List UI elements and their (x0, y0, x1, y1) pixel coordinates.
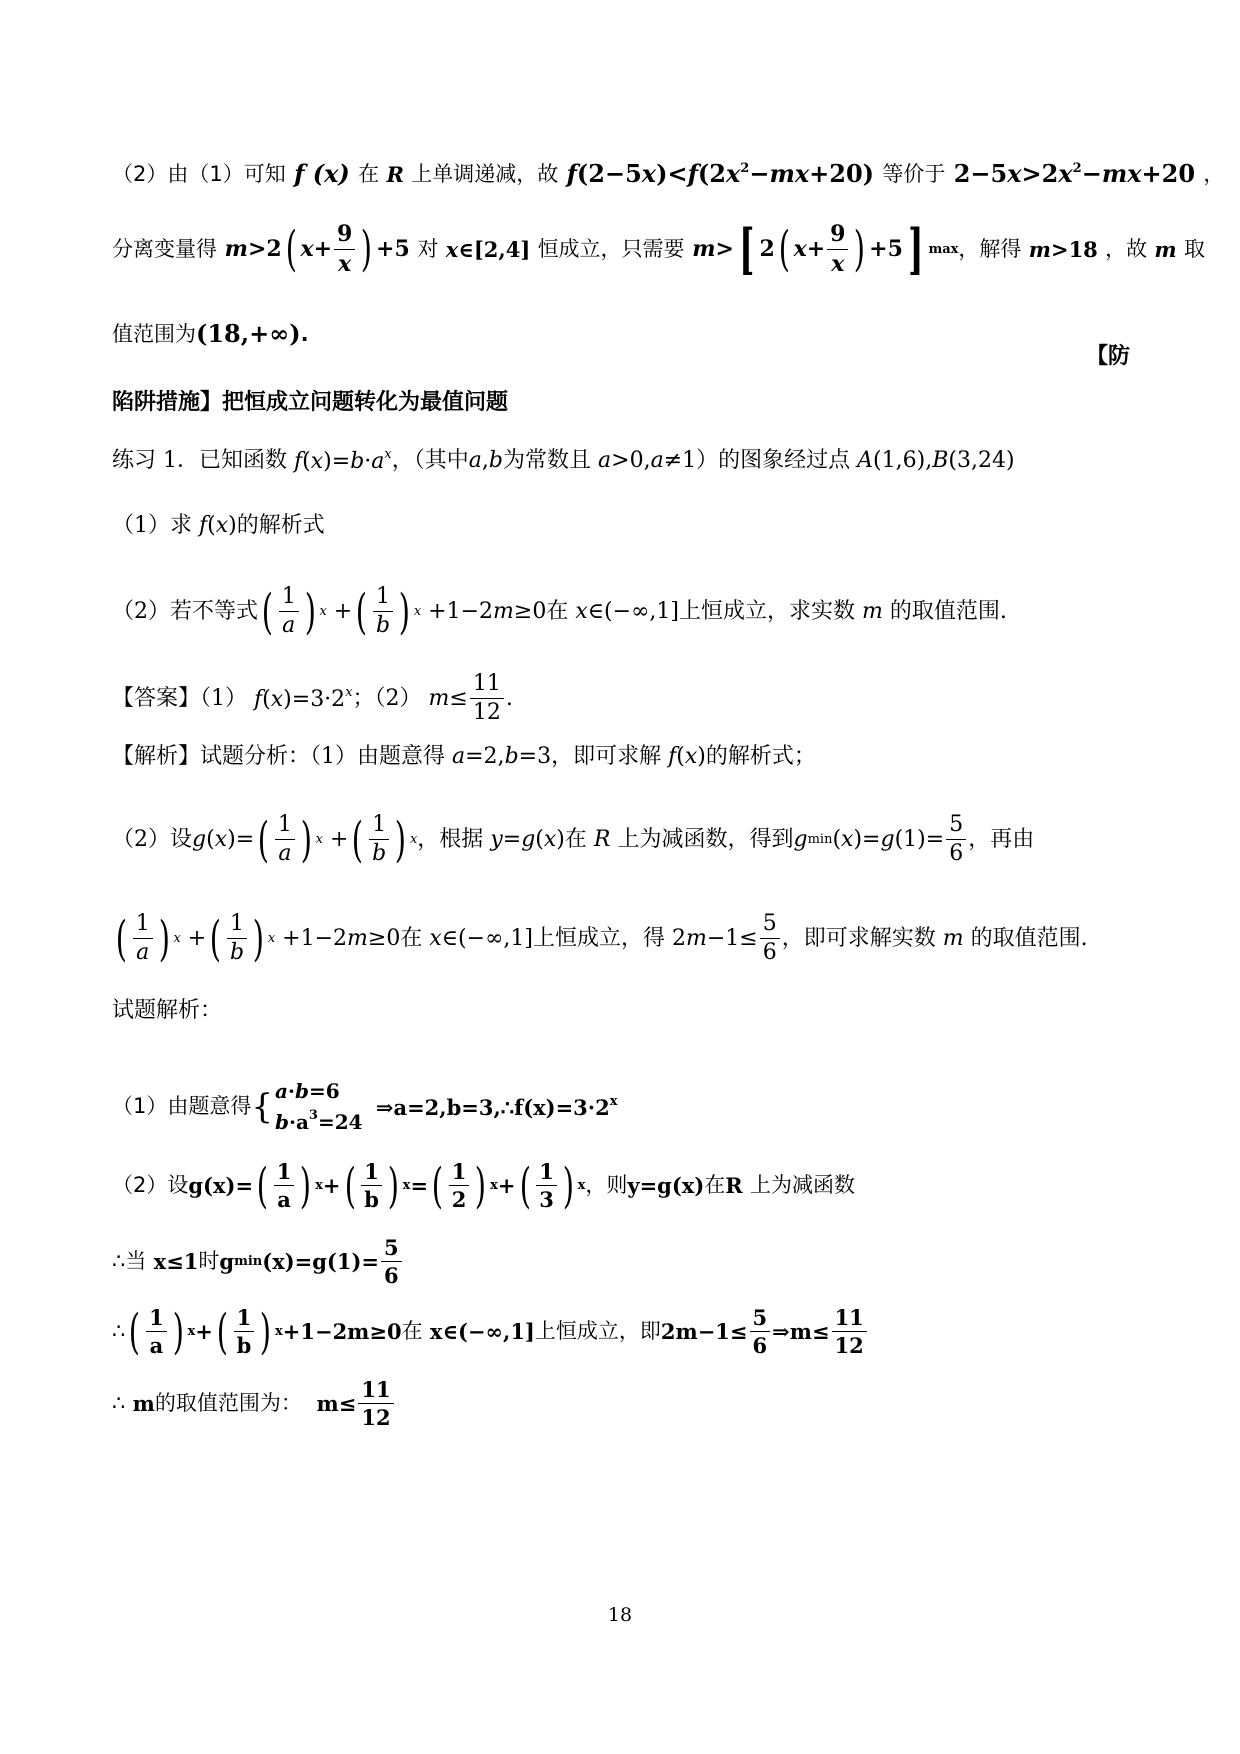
text: . (300, 321, 309, 346)
text: ∴当 (112, 1249, 147, 1274)
solution-heading (112, 1000, 1130, 1022)
text: 的解析式 (236, 513, 325, 538)
text: 在 (358, 161, 380, 186)
text: （1）由题意得 (112, 1094, 252, 1118)
interval-value: (18,+∞) (196, 319, 301, 348)
text: 恒成立，只需要 (537, 236, 685, 261)
text: 的取值范围. (889, 598, 1007, 624)
text: 分离变量得 (112, 236, 217, 261)
page-number: 18 (607, 1604, 633, 1626)
text: 上恒成立，即 (534, 1319, 661, 1344)
text: ；（2） (352, 685, 422, 711)
text: 上为减函数，得到 (617, 826, 794, 852)
text: 的取值范围. (970, 925, 1088, 951)
solution-line-1: （2）由（1）可知 f (x) 在 R 上单调递减，故 $f(2-5x)<f(2x^2-mx+20)$ 等价于 $2-5x>2x^2-mx+20$ ， (112, 159, 1225, 188)
solution-part-2: （2）设 g(x)= ( $\frac{1}{a}$ ) x + ( $\frac{1}{b}$ ) x = ( $\frac{1}{2}$ ) x + ( $\frac{1}{3}$ ) x ，则 y=g(x) 在 R 上为减函数 (112, 1157, 856, 1214)
text: ，即可求解 (551, 744, 662, 769)
text: 【防 (1086, 344, 1131, 369)
text: 上恒成立，得 (532, 925, 665, 951)
text: ， (1203, 161, 1225, 186)
analysis-line-3: ( $\frac{1}{a}$ ) x + ( $\frac{1}{b}$ ) x +1−2 m ≥0 在 x∈(−∞,1] 上恒成立，得 2 m −1≤ $\frac{5}{6}$ ，即可求解实数 m 的取值范围. (115, 910, 1088, 967)
text: ）的图象经过点 (696, 447, 851, 473)
text: （2）设 (112, 1173, 189, 1198)
solution-line-2: 分离变量得 m >2 ( x + $\frac{9}{x}$ ) +5 对 x∈[2,4] 恒成立，只需要 m > [ 2 ( x + $\frac{9}{x}$ ) +5 ] max ，解得 m>18 ，故 m 取 (112, 217, 1205, 281)
text: 在 (704, 1173, 726, 1198)
exercise-1-part-1: （1）求 f(x) 的解析式 (112, 513, 325, 538)
text: （1）求 (112, 513, 192, 538)
text: 上为减函数 (750, 1173, 856, 1198)
text: 时 (198, 1249, 220, 1274)
text: （2）由（1）可知 (112, 161, 286, 186)
text: 陷阱措施】把恒成立问题转化为最值问题 (112, 390, 509, 415)
text: 取 (1183, 236, 1205, 261)
text: 在 (400, 925, 423, 951)
text: ∴ (112, 1391, 126, 1416)
exercise-1-statement: 练习 1．已知函数 $f(x)=b\cdot a^x$ ，（其中 a,b 为常数且 a>0,a≠1 ）的图象经过点 A(1,6),B(3,24) (112, 447, 1015, 474)
text: 练习 1．已知函数 (112, 447, 287, 473)
text: 的取值范围为： (154, 1391, 302, 1416)
text: 【解析】试题分析：（1）由题意得 (112, 744, 445, 769)
solution-part-2-min: ∴当 x≤1 时 g min (x)=g(1)= $\frac{5}{6}$ (112, 1236, 1130, 1287)
analysis-line-1: 【解析】试题分析：（1）由题意得 a=2,b=3 ，即可求解 f(x) 的解析式； (112, 744, 816, 769)
text: 【答案】（1） (112, 685, 247, 711)
text: 值范围为 (112, 321, 196, 346)
text: ，（其中 (391, 447, 469, 473)
text: ，故 (1105, 236, 1148, 261)
solution-conclusion: ∴ m 的取值范围为： m≤ $\frac{11}{12}$ (112, 1378, 1130, 1429)
text: 在 (401, 1319, 423, 1344)
text: 等价于 (882, 161, 946, 186)
text: （2）设 (112, 826, 192, 852)
text: 试题解析： (112, 998, 223, 1023)
text: ，根据 (417, 826, 484, 852)
text: ，则 (585, 1173, 628, 1198)
analysis-line-2: （2）设 g ( x )= ( $\frac{1}{a}$ ) x + ( $\frac{1}{b}$ ) x ，根据 y=g(x) 在 R 上为减函数，得到 g min ( x )= g (1)= $\frac{5}{6}$ ，再由 (112, 811, 1035, 868)
solution-line-3 (112, 319, 1130, 348)
exercise-1-part-2: （2）若不等式 ( $\frac{1}{a}$ ) x + ( $\frac{1}{b}$ ) x +1−2 m ≥0 在 x∈(−∞,1] 上恒成立，求实数 m 的取值范围. (112, 583, 1007, 640)
solution-part-2-ineq: ∴ ( $\frac{1}{a}$ ) x + ( $\frac{1}{b}$ ) x +1−2m≥0 在 x∈(−∞,1] 上恒成立，即 2m−1≤ $\frac{5}{6}$ ⇒m≤ $\frac{11}{12}$ (112, 1306, 1130, 1357)
text: 为常数且 (503, 447, 592, 473)
text: 在 (546, 598, 569, 624)
text: （2）若不等式 (112, 598, 258, 624)
text: 的解析式； (705, 744, 816, 769)
text: ，解得 (958, 236, 1022, 261)
text: ，再由 (968, 826, 1035, 852)
text: ∴ (112, 1319, 126, 1344)
text: 上恒成立，求实数 (678, 598, 855, 624)
text: 对 (417, 236, 439, 261)
text: 上单调递减，故 (411, 161, 559, 186)
trap-heading (112, 392, 1130, 414)
text: 在 (564, 826, 587, 852)
trap-heading-start (1086, 346, 1130, 368)
text: ，即可求解实数 (781, 925, 936, 951)
answer-line: 【答案】（1） $f(x)=3\cdot 2^x$ ；（2） m ≤ $\frac{11}{12}$ . (112, 671, 513, 726)
solution-part-1: （1）由题意得 { a·b=6 $b\cdot a^3=24$ $\Rightarrow a=2,b=3,\therefore f(x)=3\cdot 2^x$ (112, 1079, 618, 1134)
